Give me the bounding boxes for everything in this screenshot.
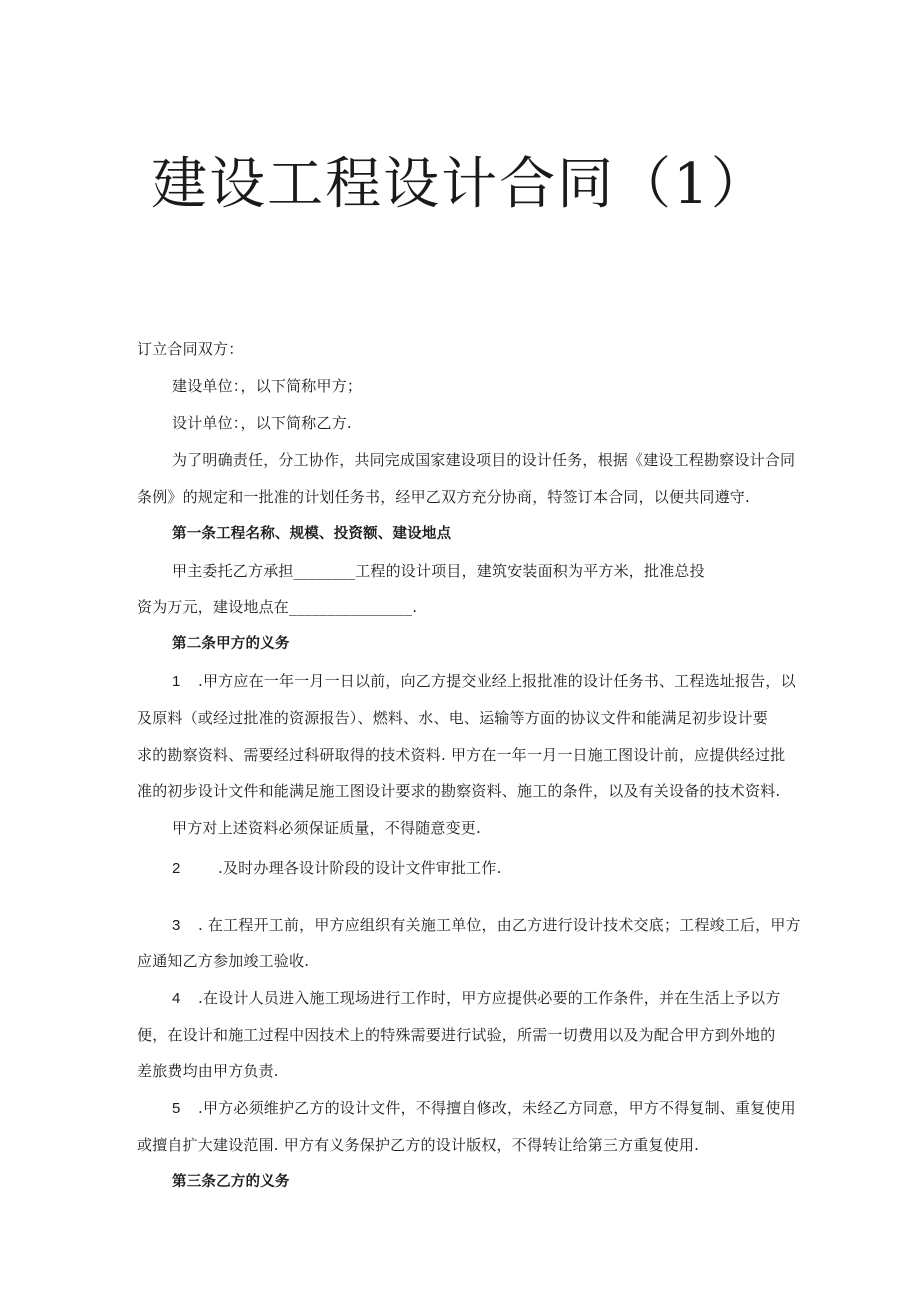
clause-2-3-line-1 [172,915,832,936]
party-b-line: 设计单位：，以下简称乙方. [172,414,352,432]
clause-2-1-line-5: 甲方对上述资料必须保证质量，不得随意变更. [172,819,481,837]
clause-2-5-line-1 [172,1098,832,1119]
document-title: 建设工程设计合同（1） [151,152,769,217]
clause-number: 5 [172,1100,181,1117]
preamble-line-2: 条例》的规定和一批准的计划任务书，经甲乙双方充分协商，特签订本合同，以便共同遵守. [137,488,750,506]
party-a-line: 建设单位：，以下简称甲方； [172,377,363,395]
clause-2-2-line-1 [172,858,832,879]
article-1-line-2: 资为万元，建设地点在________________. [137,598,418,616]
article-2-heading: 第二条甲方的义务 [172,636,290,652]
clause-2-1-line-3: 求的勘察资料、需要经过科研取得的技术资料. 甲方在一年一月一日施工图设计前，应提供经过批 [137,746,786,764]
clause-number: 1 [172,673,181,690]
clause-text: .在设计人员进入施工现场进行工作时，甲方应提供必要的工作条件，并在生活上予以方 [198,989,781,1007]
article-1-line-1: 甲主委托乙方承担________工程的设计项目，建筑安装面积为平方米，批准总投 [172,562,705,580]
clause-text: . 在工程开工前，甲方应组织有关施工单位，由乙方进行设计技术交底；工程竣工后，甲方 [198,916,801,934]
clause-2-3-line-2: 应通知乙方参加竣工验收. [137,952,310,970]
parties-heading: 订立合同双方： [137,340,244,358]
clause-2-4-line-2: 便，在设计和施工过程中因技术上的特殊需要进行试验，所需一切费用以及为配合甲方到外地的 [137,1026,776,1044]
clause-number: 4 [172,990,181,1007]
clause-text: .甲方应在一年一月一日以前，向乙方提交业经上报批准的设计任务书、工程选址报告，以 [198,672,796,690]
article-3-heading: 第三条乙方的义务 [172,1174,290,1190]
clause-2-4-line-1 [172,988,832,1009]
clause-number: 3 [172,917,181,934]
clause-text: .甲方必须维护乙方的设计文件，不得擅自修改，未经乙方同意，甲方不得复制、重复使用 [198,1099,796,1117]
clause-text: .及时办理各设计阶段的设计文件审批工作. [218,859,502,877]
article-1-heading: 第一条工程名称、规模、投资额、建设地点 [172,526,452,542]
clause-2-1-line-4: 准的初步设计文件和能满足施工图设计要求的勘察资料、施工的条件，以及有关设备的技术资料. [137,782,781,800]
clause-2-5-line-2: 或擅自扩大建设范围. 甲方有义务保护乙方的设计版权，不得转让给第三方重复使用. [137,1136,700,1154]
clause-2-1-line-2: 及原料（或经过批准的资源报告）、燃料、水、电、运输等方面的协议文件和能满足初步设计要 [137,709,768,727]
clause-2-1-line-1 [172,671,832,692]
clause-2-4-line-3: 差旅费均由甲方负责. [137,1062,279,1080]
clause-number: 2 [172,860,181,877]
preamble-line-1: 为了明确责任，分工协作，共同完成国家建设项目的设计任务，根据《建设工程勘察设计合同 [172,451,796,469]
